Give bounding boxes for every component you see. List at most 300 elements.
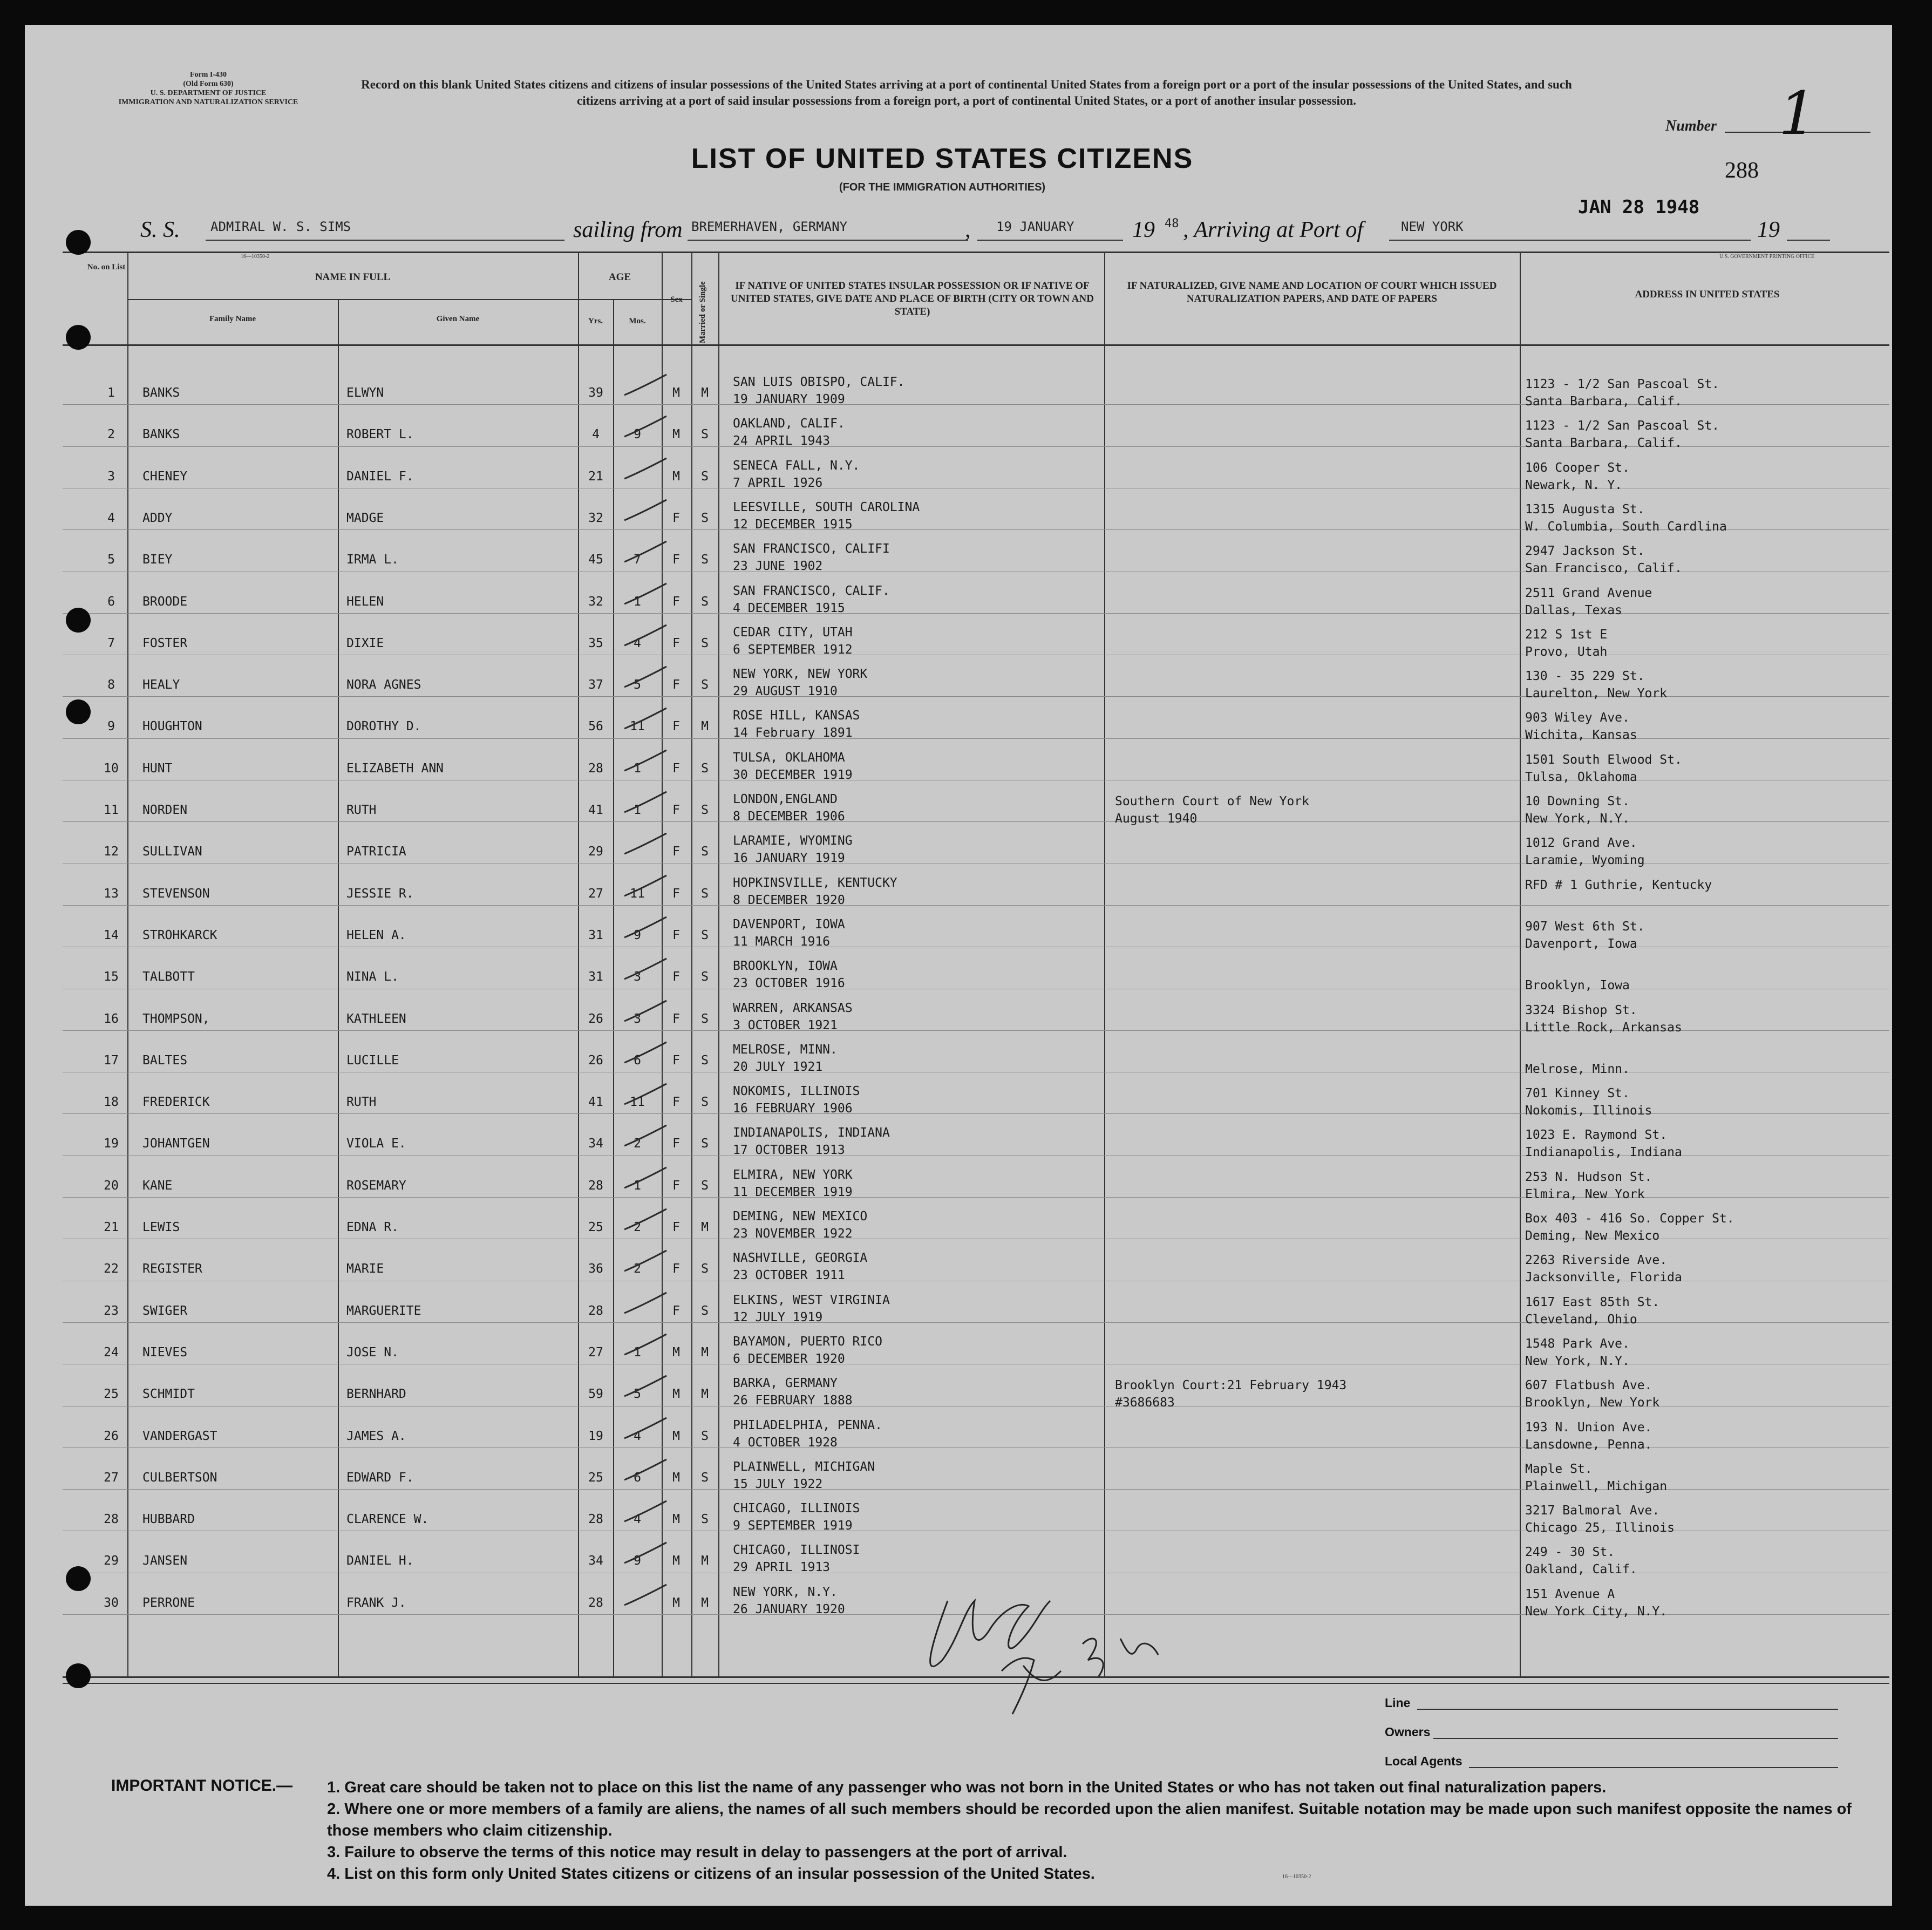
address-line-1: 2263 Riverside Ave.: [1525, 1253, 1668, 1267]
age-years: 27: [588, 887, 603, 901]
given-name: ROSEMARY: [346, 1179, 406, 1193]
given-name: LUCILLE: [346, 1054, 399, 1068]
marital-status: S: [701, 1054, 709, 1068]
family-name: VANDERGAST: [142, 1429, 217, 1443]
birth-date: 11 DECEMBER 1919: [733, 1185, 853, 1199]
header-sex: Sex: [670, 295, 683, 304]
age-months: 1: [634, 762, 641, 776]
given-name: EDNA R.: [346, 1220, 399, 1234]
service-name: IMMIGRATION AND NATURALIZATION SERVICE: [118, 98, 298, 106]
birth-place: BAYAMON, PUERTO RICO: [733, 1335, 882, 1349]
family-name: BALTES: [142, 1054, 188, 1068]
address-line-1: Box 403 - 416 So. Copper St.: [1525, 1212, 1734, 1226]
department-name: U. S. DEPARTMENT OF JUSTICE: [150, 89, 267, 97]
sex: F: [672, 595, 680, 609]
birth-date: 6 DECEMBER 1920: [733, 1352, 845, 1366]
birth-date: 23 JUNE 1902: [733, 559, 823, 573]
age-years: 35: [588, 636, 603, 650]
given-name: RUTH: [346, 803, 377, 817]
check-mark: [621, 871, 670, 903]
age-years: 41: [588, 1095, 603, 1109]
sex: F: [672, 803, 680, 817]
arrival-date-stamp: JAN 28 1948: [1578, 196, 1700, 218]
given-name: ELIZABETH ANN: [346, 762, 444, 776]
address-line-2: Brooklyn, Iowa: [1525, 978, 1630, 993]
family-name: HUBBARD: [142, 1512, 195, 1526]
birth-date: 12 JULY 1919: [733, 1310, 823, 1324]
given-name: ELWYN: [346, 386, 384, 400]
check-mark: [621, 996, 670, 1029]
address-line-1: 253 N. Hudson St.: [1525, 1170, 1652, 1184]
family-name: BROODE: [142, 595, 188, 609]
sex: F: [672, 928, 680, 942]
given-name: ROBERT L.: [346, 427, 414, 441]
sex: M: [672, 470, 680, 484]
year-suffix: 48: [1165, 217, 1179, 230]
name-subheader-line: [127, 299, 578, 300]
age-years: 32: [588, 511, 603, 525]
given-name: KATHLEEN: [346, 1012, 406, 1026]
ship-name: ADMIRAL W. S. SIMS: [210, 219, 351, 234]
birth-place: CHICAGO, ILLINOSI: [733, 1543, 860, 1557]
naturalization-date: August 1940: [1115, 812, 1198, 826]
family-name: FREDERICK: [142, 1095, 210, 1109]
check-mark: [621, 621, 670, 653]
age-years: 21: [588, 470, 603, 484]
list-number: 27: [104, 1471, 119, 1485]
check-mark: [621, 662, 670, 695]
family-name: STROHKARCK: [142, 928, 217, 942]
birth-date: 23 NOVEMBER 1922: [733, 1227, 853, 1241]
birth-place: DAVENPORT, IOWA: [733, 918, 845, 932]
marital-status: S: [701, 1512, 709, 1526]
list-number: 19: [104, 1137, 119, 1151]
sex: F: [672, 1179, 680, 1193]
sex: M: [672, 1554, 680, 1568]
address-line-2: New York, N.Y.: [1525, 1354, 1630, 1368]
marital-status: M: [701, 1596, 709, 1610]
address-line-2: Laramie, Wyoming: [1525, 853, 1645, 867]
check-mark: [621, 579, 670, 611]
naturalization-date: #3686683: [1115, 1396, 1175, 1410]
address-line-2: Newark, N. Y.: [1525, 478, 1623, 492]
list-number: 12: [104, 845, 119, 859]
given-name: DANIEL F.: [346, 470, 414, 484]
age-years: 56: [588, 719, 603, 733]
port-line: [1389, 240, 1751, 241]
sex: M: [672, 1596, 680, 1610]
given-name: PATRICIA: [346, 845, 406, 859]
sex: F: [672, 1304, 680, 1318]
address-line-1: 212 S 1st E: [1525, 628, 1608, 642]
check-mark: [621, 1371, 670, 1404]
birth-date: 7 APRIL 1926: [733, 476, 823, 490]
birth-date: 29 AUGUST 1910: [733, 684, 838, 698]
given-name: DANIEL H.: [346, 1554, 414, 1568]
family-name: JANSEN: [142, 1554, 188, 1568]
notice-1: 1. Great care should be taken not to place on this list the name of any passenger who was not born in the United States or who has not taken out final naturalization papers.: [327, 1779, 1607, 1796]
number-value: 1: [1779, 79, 1817, 148]
address-line-2: Laurelton, New York: [1525, 687, 1668, 701]
family-name: BIEY: [142, 553, 173, 567]
family-name: BANKS: [142, 427, 180, 441]
check-mark: [621, 1079, 670, 1112]
age-months: 11: [630, 719, 645, 733]
table-top-border: [63, 252, 1889, 253]
list-number: 17: [104, 1054, 119, 1068]
family-name: SCHMIDT: [142, 1387, 195, 1401]
address-line-1: 1315 Augusta St.: [1525, 502, 1645, 517]
sex: M: [672, 386, 680, 400]
age-years: 34: [588, 1137, 603, 1151]
family-name: HOUGHTON: [142, 719, 202, 733]
birth-place: NEW YORK, NEW YORK: [733, 667, 868, 681]
col-line-yrs: [613, 299, 614, 1676]
address-line-2: Santa Barbara, Calif.: [1525, 436, 1682, 450]
check-mark: [621, 1121, 670, 1153]
birth-date: 6 SEPTEMBER 1912: [733, 643, 853, 657]
list-number: 9: [107, 719, 115, 733]
sex: M: [672, 1471, 680, 1485]
age-years: 36: [588, 1262, 603, 1276]
print-office: U.S. GOVERNMENT PRINTING OFFICE: [1719, 254, 1815, 260]
sex: F: [672, 553, 680, 567]
check-mark: [621, 1413, 670, 1446]
list-number: 28: [104, 1512, 119, 1526]
age-months: 2: [634, 1220, 641, 1234]
marital-status: S: [701, 928, 709, 942]
address-line-2: Chicago 25, Illinois: [1525, 1521, 1675, 1535]
marital-status: M: [701, 1220, 709, 1234]
binder-hole: [66, 230, 91, 255]
age-years: 26: [588, 1054, 603, 1068]
list-number: 1: [107, 386, 115, 400]
check-mark: [621, 704, 670, 736]
sex: F: [672, 678, 680, 692]
comma-sep: ,: [965, 218, 971, 242]
birth-date: 16 JANUARY 1919: [733, 851, 845, 865]
row-rule: [63, 905, 1889, 906]
given-name: VIOLA E.: [346, 1137, 406, 1151]
sex: M: [672, 1512, 680, 1526]
birth-place: SAN LUIS OBISPO, CALIF.: [733, 375, 905, 389]
birth-date: 9 SEPTEMBER 1919: [733, 1519, 853, 1533]
address-line-1: 130 - 35 229 St.: [1525, 669, 1645, 683]
family-name: NORDEN: [142, 803, 188, 817]
list-number: 26: [104, 1429, 119, 1443]
owners-field: [1433, 1738, 1838, 1739]
given-name: DOROTHY D.: [346, 719, 421, 733]
sex: M: [672, 1345, 680, 1360]
check-mark: [621, 1288, 670, 1321]
birth-date: 29 APRIL 1913: [733, 1560, 831, 1574]
family-name: STEVENSON: [142, 887, 210, 901]
given-name: FRANK J.: [346, 1596, 406, 1610]
sex: F: [672, 1054, 680, 1068]
check-mark: [621, 746, 670, 778]
line-label: Line: [1385, 1696, 1411, 1710]
marital-status: S: [701, 803, 709, 817]
age-months: 3: [634, 1012, 641, 1026]
age-years: 37: [588, 678, 603, 692]
marital-status: S: [701, 970, 709, 984]
address-line-2: Cleveland, Ohio: [1525, 1313, 1637, 1327]
check-mark: [621, 1163, 670, 1195]
birth-date: 23 OCTOBER 1916: [733, 976, 845, 990]
marital-status: M: [701, 1554, 709, 1568]
family-name: CULBERTSON: [142, 1471, 217, 1485]
list-number: 16: [104, 1012, 119, 1026]
address-line-2: Deming, New Mexico: [1525, 1229, 1660, 1243]
family-name: JOHANTGEN: [142, 1137, 210, 1151]
header-given-name: Given Name: [436, 315, 480, 323]
marital-status: M: [701, 1345, 709, 1360]
age-years: 28: [588, 1596, 603, 1610]
birth-place: DEMING, NEW MEXICO: [733, 1209, 868, 1224]
address-line-1: 907 West 6th St.: [1525, 920, 1645, 934]
age-months: 6: [634, 1471, 641, 1485]
age-months: 11: [630, 887, 645, 901]
check-mark: [621, 495, 670, 528]
age-years: 39: [588, 386, 603, 400]
year2-prefix: 19: [1757, 218, 1780, 242]
intro-instructions: Record on this blank United States citizens and citizens of insular possessions of the United States arriving at a port of continental United States from a foreign port or a port of the insular possessions of the United States, and such citizens arriving at a port of said insular possessions from a foreign port, a port of continental United States, or a port of another insular possession.: [361, 78, 1572, 107]
arrival-port: NEW YORK: [1401, 219, 1464, 234]
birth-place: OAKLAND, CALIF.: [733, 417, 845, 431]
birth-place: LONDON,ENGLAND: [733, 792, 838, 806]
age-months: 2: [634, 1137, 641, 1151]
birth-date: 17 OCTOBER 1913: [733, 1143, 845, 1157]
address-line-2: Brooklyn, New York: [1525, 1396, 1660, 1410]
sex: F: [672, 636, 680, 650]
birth-date: 19 JANUARY 1909: [733, 392, 845, 406]
list-number: 6: [107, 595, 115, 609]
header-birth: IF NATIVE OF UNITED STATES INSULAR POSSESSION OR IF NATIVE OF UNITED STATES, GIVE DATE AND PLACE OF BIRTH (CITY OR TOWN AND STATE): [731, 280, 1094, 317]
address-line-2: Wichita, Kansas: [1525, 728, 1637, 742]
given-name: EDWARD F.: [346, 1471, 414, 1485]
birth-place: WARREN, ARKANSAS: [733, 1001, 853, 1015]
address-line-1: 1501 South Elwood St.: [1525, 753, 1682, 767]
year-prefix: 19: [1132, 218, 1155, 242]
address-line-2: Jacksonville, Florida: [1525, 1270, 1682, 1285]
birth-place: BARKA, GERMANY: [733, 1376, 838, 1390]
marital-status: S: [701, 595, 709, 609]
header-naturalized: IF NATURALIZED, GIVE NAME AND LOCATION OF COURT WHICH ISSUED NATURALIZATION PAPERS, AND DATE OF PAPERS: [1127, 280, 1497, 304]
header-no: No. on List: [87, 263, 126, 271]
age-months: 2: [634, 1262, 641, 1276]
list-number: 13: [104, 887, 119, 901]
family-name: REGISTER: [142, 1262, 202, 1276]
address-line-1: Maple St.: [1525, 1462, 1593, 1476]
marital-status: S: [701, 636, 709, 650]
given-name: CLARENCE W.: [346, 1512, 429, 1526]
marital-status: S: [701, 1471, 709, 1485]
family-name: THOMPSON,: [142, 1012, 210, 1026]
notice-title: IMPORTANT NOTICE.—: [111, 1777, 293, 1795]
address-line-1: 3217 Balmoral Ave.: [1525, 1504, 1660, 1518]
birth-date: 26 FEBRUARY 1888: [733, 1394, 853, 1408]
age-years: 45: [588, 553, 603, 567]
marital-status: S: [701, 678, 709, 692]
address-line-2: Davenport, Iowa: [1525, 937, 1637, 951]
address-line-1: 3324 Bishop St.: [1525, 1003, 1637, 1017]
sex: F: [672, 511, 680, 525]
age-years: 27: [588, 1345, 603, 1360]
address-line-2: San Francisco, Calif.: [1525, 561, 1682, 575]
family-name: SULLIVAN: [142, 845, 202, 859]
sex: F: [672, 1012, 680, 1026]
address-line-1: 1548 Park Ave.: [1525, 1337, 1630, 1351]
age-years: 25: [588, 1220, 603, 1234]
age-months: 9: [634, 427, 641, 441]
col-line-ms: [718, 252, 719, 1676]
marital-status: S: [701, 1095, 709, 1109]
age-years: 28: [588, 1512, 603, 1526]
check-mark: [621, 412, 670, 444]
age-months: 1: [634, 803, 641, 817]
naturalization-court: Brooklyn Court:21 February 1943: [1115, 1378, 1347, 1392]
family-name: HEALY: [142, 678, 180, 692]
address-line-1: 1123 - 1/2 San Pascoal St.: [1525, 419, 1720, 433]
address-line-2: Provo, Utah: [1525, 645, 1608, 659]
list-number: 21: [104, 1220, 119, 1234]
address-line-2: Indianapolis, Indiana: [1525, 1145, 1682, 1159]
family-name: PERRONE: [142, 1596, 195, 1610]
address-line-2: Tulsa, Oklahoma: [1525, 770, 1637, 784]
header-name-in-full: NAME IN FULL: [315, 271, 391, 283]
list-number: 25: [104, 1387, 119, 1401]
birth-place: ROSE HILL, KANSAS: [733, 709, 860, 723]
given-name: NINA L.: [346, 970, 399, 984]
birth-place: NASHVILLE, GEORGIA: [733, 1251, 868, 1265]
number-label: Number: [1665, 118, 1717, 134]
header-address: ADDRESS IN UNITED STATES: [1635, 289, 1780, 300]
form-number: Form I-430: [189, 71, 227, 79]
sex: F: [672, 1220, 680, 1234]
family-name: LEWIS: [142, 1220, 180, 1234]
ship-line: [206, 240, 564, 241]
marital-status: S: [701, 1429, 709, 1443]
marital-status: S: [701, 470, 709, 484]
address-line-2: Oakland, Calif.: [1525, 1562, 1637, 1576]
header-married-single: Married or Single: [698, 281, 707, 343]
signature: [910, 1579, 1212, 1720]
from-line: [688, 240, 968, 241]
page-number: 288: [1725, 158, 1759, 183]
sex: F: [672, 845, 680, 859]
birth-date: 16 FEBRUARY 1906: [733, 1102, 853, 1116]
address-line-1: 2511 Grand Avenue: [1525, 586, 1652, 600]
address-line-1: 10 Downing St.: [1525, 794, 1630, 808]
marital-status: S: [701, 427, 709, 441]
line-field: [1417, 1709, 1838, 1710]
sex: F: [672, 1095, 680, 1109]
given-name: IRMA L.: [346, 553, 399, 567]
age-years: 28: [588, 762, 603, 776]
family-name: TALBOTT: [142, 970, 195, 984]
family-name: FOSTER: [142, 636, 188, 650]
sailing-label: sailing from: [573, 218, 683, 242]
birth-date: 23 OCTOBER 1911: [733, 1268, 845, 1282]
address-line-2: New York City, N.Y.: [1525, 1605, 1668, 1619]
address-line-2: Little Rock, Arkansas: [1525, 1021, 1682, 1035]
birth-date: 30 DECEMBER 1919: [733, 768, 853, 782]
age-years: 26: [588, 1012, 603, 1026]
marital-status: S: [701, 1304, 709, 1318]
birth-place: SAN FRANCISCO, CALIFI: [733, 542, 890, 556]
marital-status: M: [701, 719, 709, 733]
date-line: [977, 240, 1123, 241]
list-number: 10: [104, 762, 119, 776]
family-name: SWIGER: [142, 1304, 188, 1318]
age-years: 28: [588, 1304, 603, 1318]
birth-place: LEESVILLE, SOUTH CAROLINA: [733, 500, 920, 514]
given-name: MARGUERITE: [346, 1304, 421, 1318]
age-months: 11: [630, 1095, 645, 1109]
check-mark: [621, 1038, 670, 1070]
birth-date: 14 February 1891: [733, 726, 853, 740]
age-years: 29: [588, 845, 603, 859]
address-line-1: 2947 Jackson St.: [1525, 544, 1645, 558]
age-months: 5: [634, 678, 641, 692]
given-name: HELEN: [346, 595, 384, 609]
address-line-1: 193 N. Union Ave.: [1525, 1421, 1652, 1435]
address-line-2: Elmira, New York: [1525, 1187, 1645, 1201]
departure-date: 19 JANUARY: [996, 219, 1074, 234]
print-code-bottom: 16—10350-2: [1282, 1874, 1311, 1880]
birth-place: INDIANAPOLIS, INDIANA: [733, 1126, 890, 1140]
notice-2: 2. Where one or more members of a family are aliens, the names of all such members should be recorded upon the alien manifest. Suitable notation may be made upon such manifest opposite the names of those members who claim citizenship.: [327, 1800, 1852, 1839]
address-line-2: Nokomis, Illinois: [1525, 1104, 1652, 1118]
address-line-1: 249 - 30 St.: [1525, 1545, 1615, 1559]
address-line-1: 607 Flatbush Ave.: [1525, 1378, 1652, 1392]
birth-place: SAN FRANCISCO, CALIF.: [733, 584, 890, 598]
ss-label: S. S.: [140, 218, 180, 242]
address-line-1: 1023 E. Raymond St.: [1525, 1128, 1668, 1142]
birth-place: MELROSE, MINN.: [733, 1043, 838, 1057]
age-months: 4: [634, 1429, 641, 1443]
marital-status: S: [701, 553, 709, 567]
check-mark: [621, 370, 670, 403]
header-yrs: Yrs.: [588, 317, 603, 325]
age-years: 41: [588, 803, 603, 817]
birth-date: 15 JULY 1922: [733, 1477, 823, 1491]
sex: M: [672, 1429, 680, 1443]
given-name: HELEN A.: [346, 928, 406, 942]
col-line-family: [338, 299, 339, 1676]
list-number: 5: [107, 553, 115, 567]
col-line-no: [127, 252, 128, 1676]
sex: F: [672, 887, 680, 901]
sex: M: [672, 1387, 680, 1401]
binder-hole: [66, 1566, 91, 1591]
address-line-2: Melrose, Minn.: [1525, 1062, 1630, 1076]
family-name: BANKS: [142, 386, 180, 400]
family-name: ADDY: [142, 511, 173, 525]
address-line-1: 903 Wiley Ave.: [1525, 711, 1630, 725]
age-months: 7: [634, 553, 641, 567]
birth-place: BROOKLYN, IOWA: [733, 959, 838, 973]
arriving-label: , Arriving at Port of: [1183, 218, 1364, 242]
header-mos: Mos.: [629, 317, 646, 325]
col-line-birth: [1104, 252, 1105, 1676]
list-number: 15: [104, 970, 119, 984]
list-number: 29: [104, 1554, 119, 1568]
marital-status: S: [701, 887, 709, 901]
marital-status: S: [701, 762, 709, 776]
list-number: 4: [107, 511, 115, 525]
age-months: 4: [634, 636, 641, 650]
